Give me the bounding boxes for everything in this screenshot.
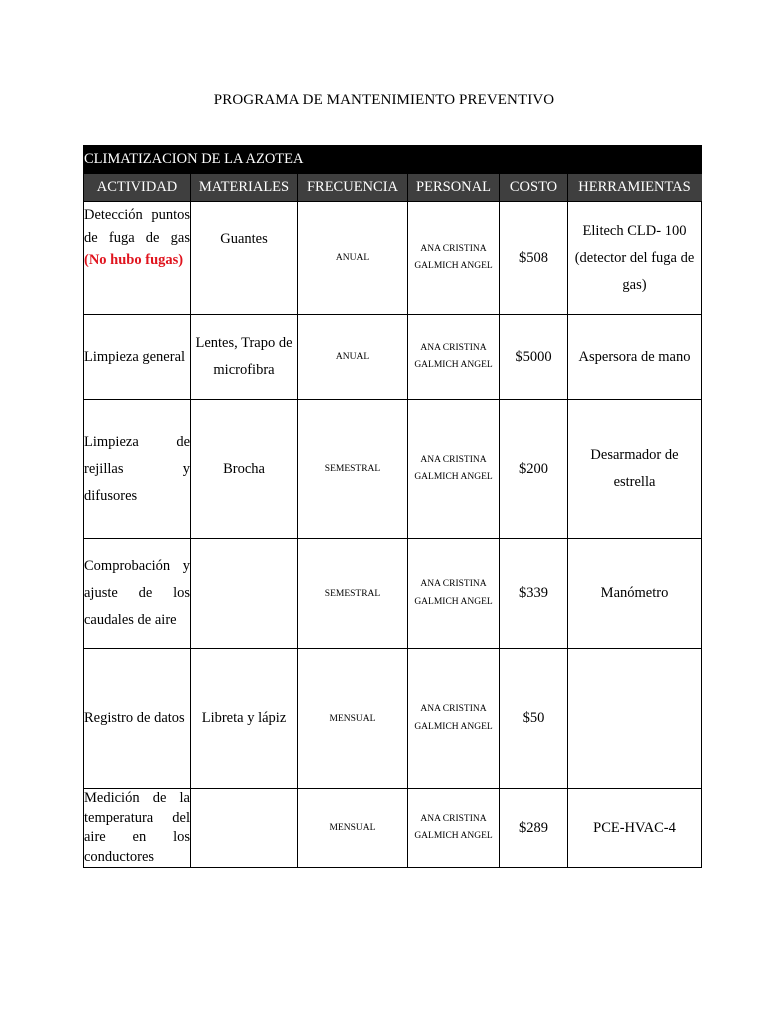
cell-personal: ANA CRISTINA GALMICH ANGEL bbox=[408, 539, 500, 649]
cell-actividad: Limpieza de rejillas y difusores bbox=[84, 400, 191, 539]
table-row bbox=[84, 400, 702, 539]
cell-personal: ANA CRISTINA GALMICH ANGEL bbox=[408, 400, 500, 539]
cell-actividad: Comprobación y ajuste de los caudales de aire bbox=[84, 539, 191, 649]
document-title: PROGRAMA DE MANTENIMIENTO PREVENTIVO bbox=[213, 92, 555, 108]
cell-frecuencia: MENSUAL bbox=[298, 789, 408, 868]
table-row bbox=[84, 789, 702, 868]
table-banner-row bbox=[84, 146, 702, 174]
cell-costo: $50 bbox=[500, 649, 568, 789]
cell-herramientas: Manómetro bbox=[568, 539, 702, 649]
cell-materiales bbox=[191, 789, 298, 868]
cell-personal: ANA CRISTINA GALMICH ANGEL bbox=[408, 315, 500, 400]
cell-frecuencia: MENSUAL bbox=[298, 649, 408, 789]
cell-herramientas: Desarmador de estrella bbox=[568, 400, 702, 539]
actividad-text: Detección puntos de fuga de gas bbox=[84, 207, 190, 246]
table-row bbox=[84, 202, 702, 315]
cell-costo: $5000 bbox=[500, 315, 568, 400]
cell-personal: ANA CRISTINA GALMICH ANGEL bbox=[408, 649, 500, 789]
cell-materiales: Brocha bbox=[191, 400, 298, 539]
header-herramientas: HERRAMIENTAS bbox=[568, 174, 702, 202]
header-costo: COSTO bbox=[500, 174, 568, 202]
cell-materiales: Guantes bbox=[191, 202, 298, 315]
table-row bbox=[84, 649, 702, 789]
header-personal: PERSONAL bbox=[408, 174, 500, 202]
table-row bbox=[84, 539, 702, 649]
actividad-note: (No hubo fugas) bbox=[84, 252, 184, 268]
cell-personal: ANA CRISTINA GALMICH ANGEL bbox=[408, 202, 500, 315]
table-banner: CLIMATIZACION DE LA AZOTEA bbox=[84, 146, 702, 174]
cell-actividad: Registro de datos bbox=[84, 649, 191, 789]
cell-costo: $289 bbox=[500, 789, 568, 868]
table-row bbox=[84, 315, 702, 400]
cell-personal: ANA CRISTINA GALMICH ANGEL bbox=[408, 789, 500, 868]
cell-materiales bbox=[191, 539, 298, 649]
cell-costo: $508 bbox=[500, 202, 568, 315]
header-materiales: MATERIALES bbox=[191, 174, 298, 202]
cell-herramientas: PCE-HVAC-4 bbox=[568, 789, 702, 868]
cell-materiales: Lentes, Trapo de microfibra bbox=[191, 315, 298, 400]
cell-actividad: Limpieza general bbox=[84, 315, 191, 400]
cell-frecuencia: ANUAL bbox=[298, 202, 408, 315]
header-frecuencia: FRECUENCIA bbox=[298, 174, 408, 202]
header-row bbox=[84, 174, 702, 202]
maintenance-table bbox=[83, 145, 702, 868]
cell-actividad bbox=[84, 202, 191, 315]
cell-frecuencia: SEMESTRAL bbox=[298, 539, 408, 649]
cell-herramientas: Aspersora de mano bbox=[568, 315, 702, 400]
cell-herramientas bbox=[568, 649, 702, 789]
cell-costo: $200 bbox=[500, 400, 568, 539]
cell-costo: $339 bbox=[500, 539, 568, 649]
cell-materiales: Libreta y lápiz bbox=[191, 649, 298, 789]
header-actividad: ACTIVIDAD bbox=[84, 174, 191, 202]
cell-actividad: Medición de la temperatura del aire en los conductores bbox=[84, 789, 191, 868]
cell-frecuencia: SEMESTRAL bbox=[298, 400, 408, 539]
cell-frecuencia: ANUAL bbox=[298, 315, 408, 400]
cell-herramientas: Elitech CLD- 100 (detector del fuga de gas) bbox=[568, 202, 702, 315]
